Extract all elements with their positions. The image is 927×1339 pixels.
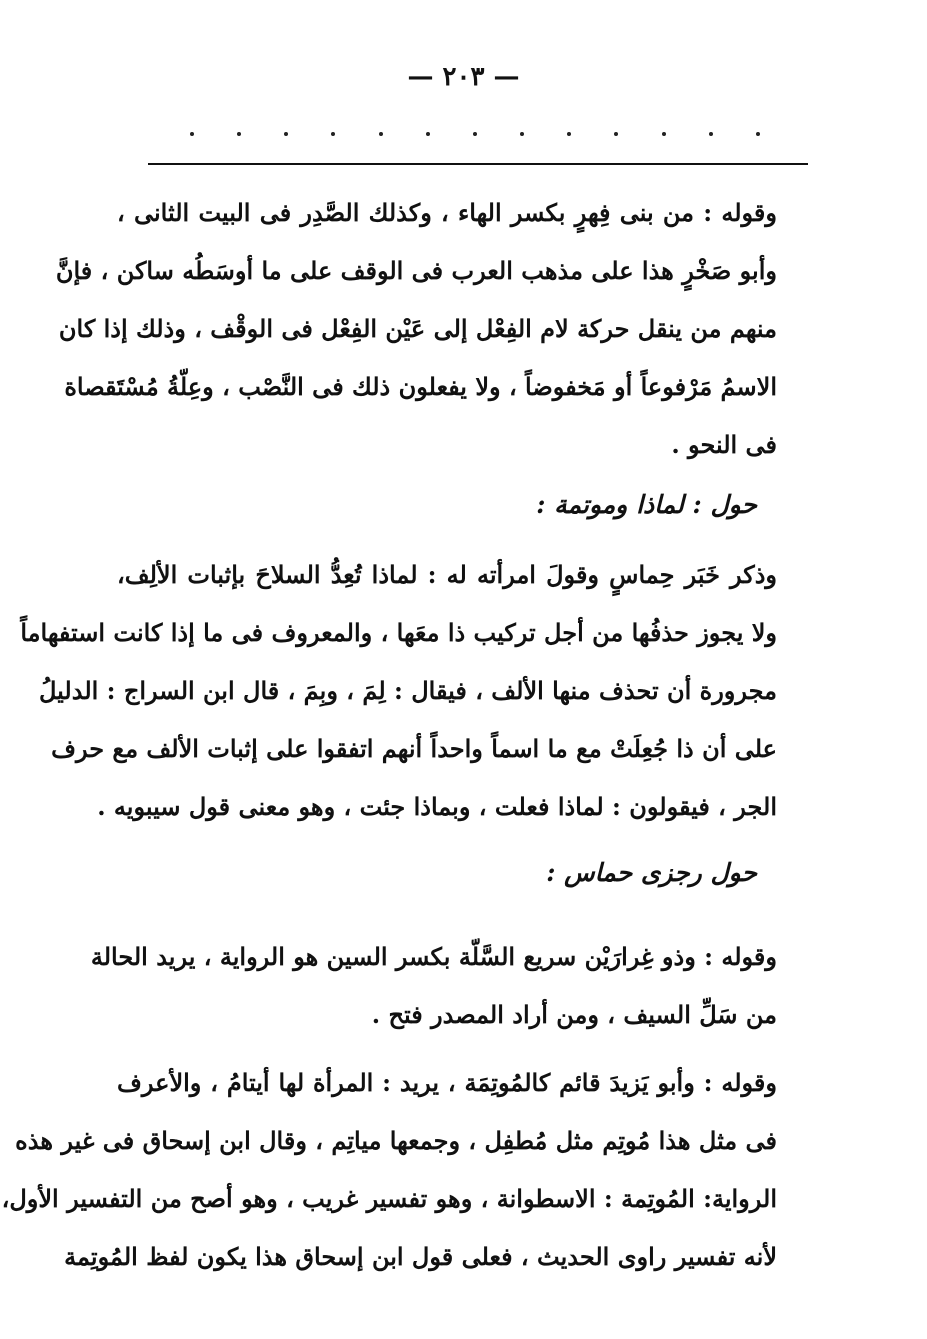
dot (473, 132, 477, 136)
section-heading: حول رجزى حماس : (546, 858, 757, 887)
dot (379, 132, 383, 136)
dot (190, 132, 194, 136)
text-line: وأبو صَخْرٍ هذا على مذهب العرب فى الوقف على ما أوسَطُه ساكن ، فإنَّ (55, 256, 777, 285)
text-line: فى النحو . (671, 430, 777, 459)
header-rule (148, 163, 808, 165)
text-line: وذكر خَبَر حِماسٍ وقولَ امرأته له : لماذا تُعِدُّ السلاحَ بإثبات الألِف، (117, 560, 777, 589)
dot (709, 132, 713, 136)
text-line: من سَلِّ السيف ، ومن أراد المصدر فتح . (371, 1000, 777, 1029)
dot (756, 132, 760, 136)
text-line: الاسمُ مَرْفوعاً أو مَخفوضاً ، ولا يفعلون ذلك فى النَّصْب ، وعِلّةُ مُسْتَقصاة (64, 372, 777, 401)
page-number: — ٢٠٣ — (407, 62, 520, 92)
dot (614, 132, 618, 136)
text-line: الجر ، فيقولون : لماذا فعلت ، وبماذا جئت ، وهو معنى قول سيبويه . (97, 792, 777, 821)
dot (284, 132, 288, 136)
text-line: مجرورة أن تحذف منها الألف ، فيقال : لِمَ ، وبِمَ ، قال ابن السراج : الدليلُ (39, 676, 777, 705)
text-line: الرواية: المُوتِمة : الاسطوانة ، وهو تفسير غريب ، وهو أصح من التفسير الأول، (1, 1184, 777, 1213)
section-heading: حول : لماذا وموتمة : (536, 490, 757, 519)
paragraph-2 (20, 546, 777, 836)
separator-dots (190, 132, 760, 136)
dot (426, 132, 430, 136)
dot (567, 132, 571, 136)
dot (662, 132, 666, 136)
text-line: ولا يجوز حذفُها من أجل تركيب ذا معَها ، والمعروف فى ما إذا كانت استفهاماً (20, 618, 777, 647)
text-line: وقوله : من بنى فِهرٍ بكسر الهاء ، وكذلك الصَّدِر فى البيت الثانى ، (117, 198, 777, 227)
dot (237, 132, 241, 136)
text-line: على أن ذا جُعِلَتْ مع ما اسماً واحداً أنهم اتفقوا على إثبات الألف مع حرف (51, 734, 777, 763)
paragraph-3 (90, 928, 777, 1044)
text-line: منهم من ينقل حركة لام الفِعْل إلى عَيْن الفِعْل فى الوقْف ، وذلك إذا كان (58, 314, 777, 343)
dot (331, 132, 335, 136)
text-line: وقوله : وأبو يَزيدَ قائم كالمُوتِمَة ، يريد : المرأة لها أيتامُ ، والأعرف (117, 1068, 777, 1097)
paragraph-4 (1, 1054, 777, 1286)
text-line: لأنه تفسير راوى الحديث ، فعلى قول ابن إسحاق هذا يكون لفظ المُوتِمة (64, 1242, 777, 1271)
text-line: فى مثل هذا مُوتِم مثل مُطفِل ، وجمعها مياتِم ، وقال ابن إسحاق فى غير هذه (15, 1126, 777, 1155)
text-line: وقوله : وذو غِرارَيْن سريع السَّلّة بكسر السين هو الرواية ، يريد الحالة (90, 942, 777, 971)
dot (520, 132, 524, 136)
paragraph-1 (55, 184, 777, 474)
